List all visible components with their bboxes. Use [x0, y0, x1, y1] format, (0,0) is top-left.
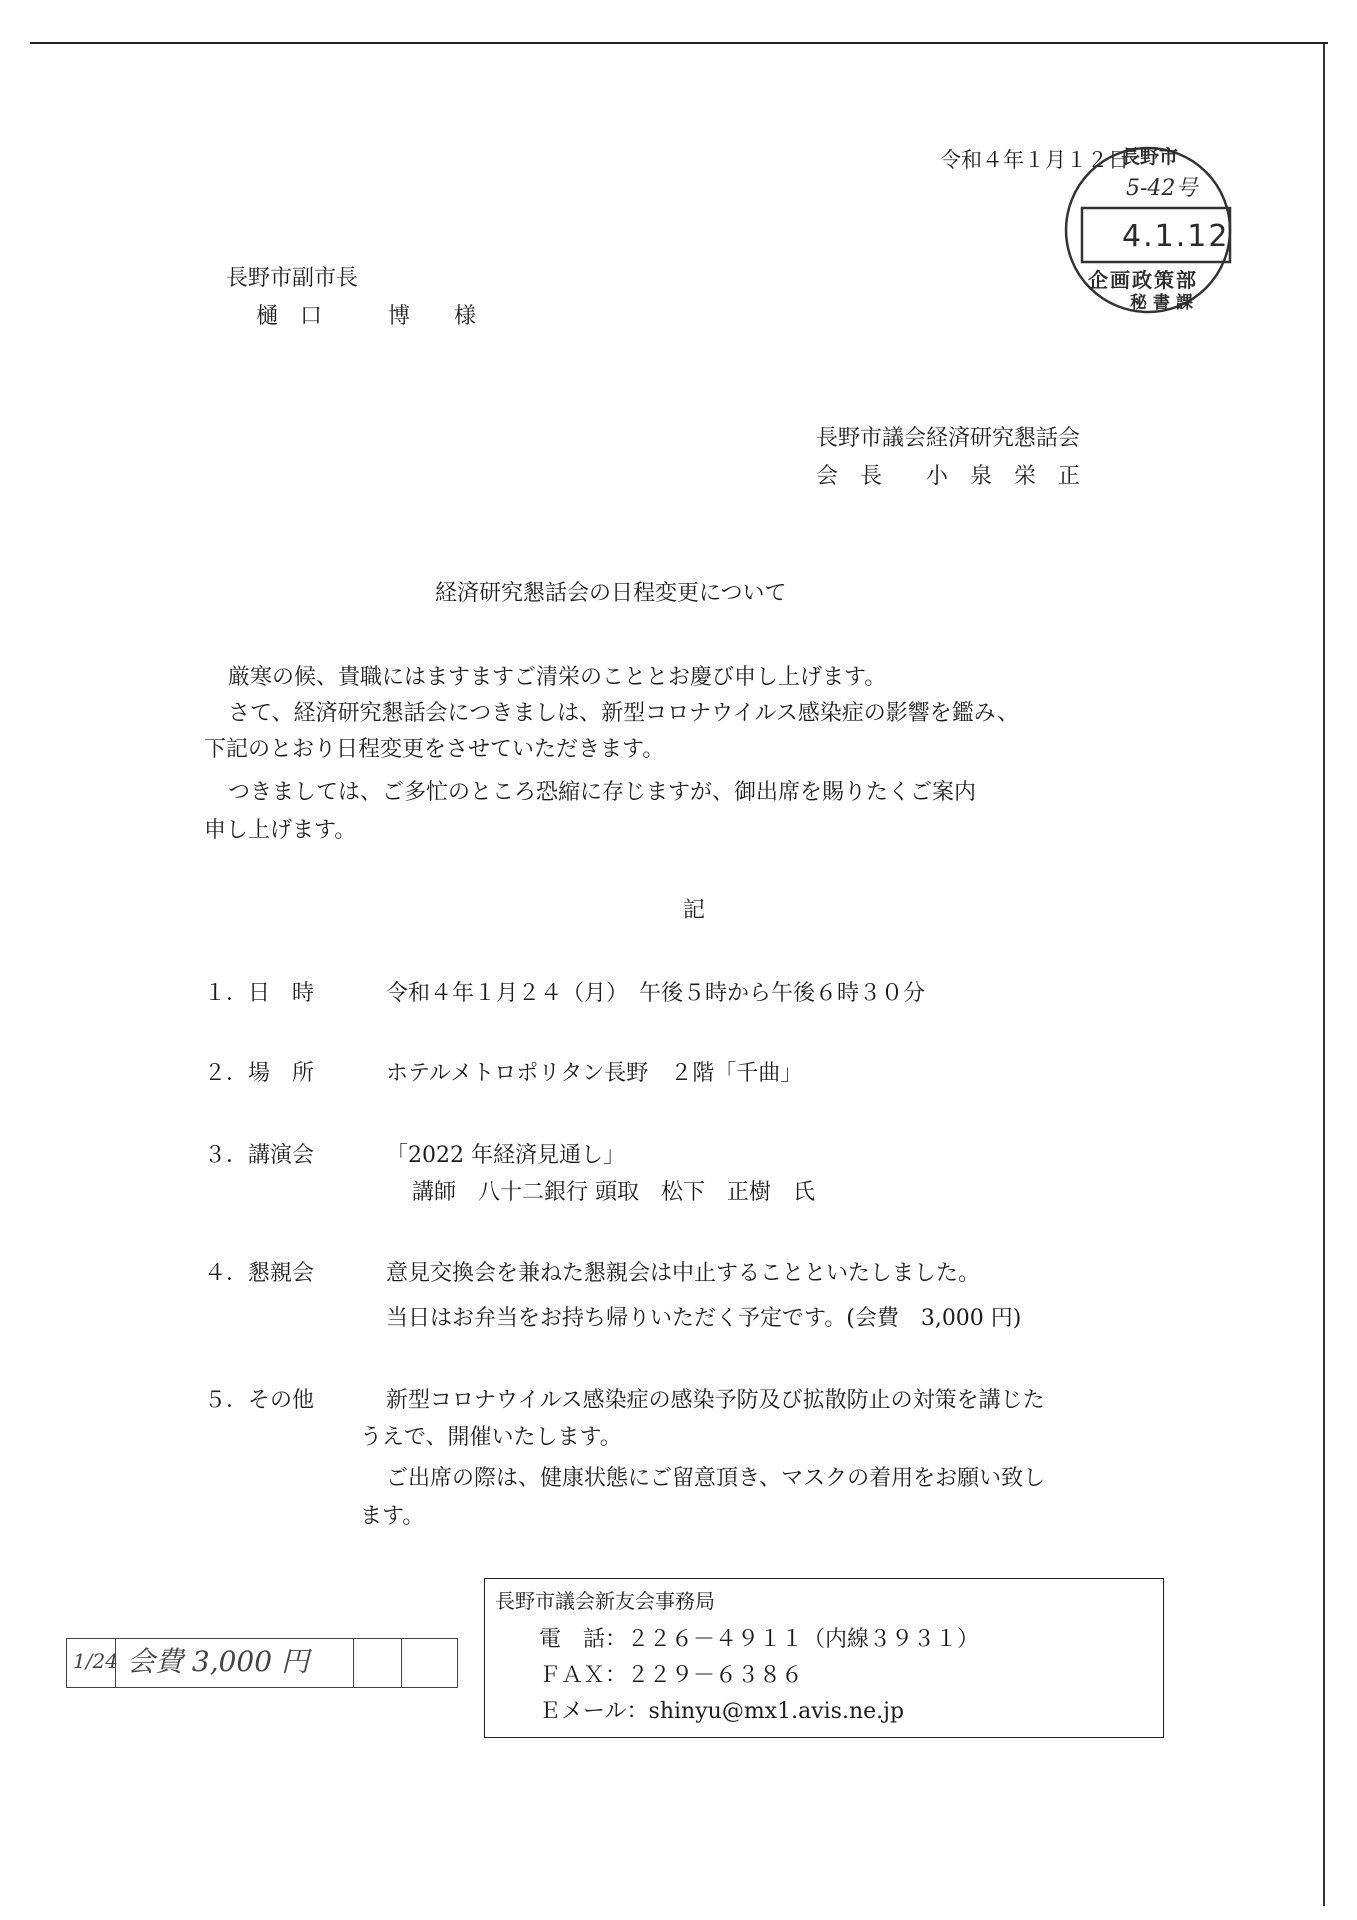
item-value: ます。	[360, 1504, 425, 1529]
stamp-department: 企画政策部	[1088, 268, 1198, 292]
document-date: 令和４年１月１２日	[940, 148, 1129, 172]
contact-phone: 電 話：２２６－４９１１（内線３９３１）	[539, 1627, 980, 1652]
item-value: 新型コロナウイルス感染症の感染予防及び拡散防止の対策を講じた	[386, 1388, 1045, 1413]
item-value: ご出席の際は、健康状態にご留意頂き、マスクの着用をお願い致し	[386, 1466, 1046, 1491]
contact-email: Ｅメール：shinyu@mx1.avis.ne.jp	[539, 1699, 905, 1724]
right-page-edge	[1323, 44, 1325, 1906]
fee-cell-divider	[401, 1639, 402, 1687]
item-value: 当日はお弁当をお持ち帰りいただく予定です。(会費 3,000 円)	[386, 1306, 1022, 1331]
stamp-number: 5-42号	[1126, 176, 1198, 201]
item-number: １．日 時	[204, 981, 315, 1006]
sender-organization: 長野市議会経済研究懇話会	[816, 426, 1081, 451]
recipient-name: 樋 口 博 様	[256, 304, 477, 329]
fee-amount: 会費 3,000 円	[127, 1645, 309, 1678]
body-line: 申し上げます。	[204, 818, 357, 843]
ki-heading: 記	[683, 898, 706, 923]
receipt-stamp	[1058, 140, 1238, 320]
fee-cell-divider	[353, 1639, 354, 1687]
item-value: うえで、開催いたします。	[360, 1425, 622, 1450]
item-number: ５．その他	[204, 1388, 315, 1413]
body-line: 厳寒の候、貴職にはますますご清栄のこととお慶び申し上げます。	[228, 665, 887, 690]
stamp-date: 4.1.12	[1122, 219, 1230, 254]
item-value: ホテルメトロポリタン長野 ２階「千曲」	[386, 1061, 803, 1086]
item-number: ３．講演会	[204, 1143, 315, 1168]
sender-name: 会 長 小 泉 栄 正	[816, 464, 1081, 489]
body-line: 下記のとおり日程変更をさせていただきます。	[204, 737, 665, 762]
stamp-section: 秘書課	[1130, 293, 1199, 313]
contact-box	[484, 1578, 1164, 1738]
body-line: さて、経済研究懇話会につきましは、新型コロナウイルス感染症の影響を鑑み、	[228, 701, 1020, 726]
recipient-title: 長野市副市長	[226, 266, 359, 291]
stamp-city: 長野市	[1121, 146, 1179, 168]
contact-office: 長野市議会新友会事務局	[495, 1589, 715, 1613]
fee-receipt-stamp	[66, 1638, 458, 1688]
contact-fax: ＦＡＸ：２２９－６３８６	[539, 1663, 804, 1688]
item-number: ２．場 所	[204, 1061, 315, 1086]
item-value: 令和４年１月２４（月） 午後５時から午後６時３０分	[386, 981, 926, 1006]
item-value: 意見交換会を兼ねた懇親会は中止することといたしました。	[386, 1261, 981, 1286]
item-number: ４．懇親会	[204, 1261, 315, 1286]
item-value: 講師 八十二銀行 頭取 松下 正樹 氏	[412, 1180, 815, 1205]
body-line: つきましては、ご多忙のところ恐縮に存じますが、御出席を賜りたくご案内	[228, 780, 977, 805]
subject-title: 経済研究懇話会の日程変更について	[435, 581, 787, 606]
item-value: 「2022 年経済見通し」	[386, 1143, 625, 1168]
top-page-edge	[30, 42, 1328, 44]
fee-date: 1/24	[73, 1649, 118, 1673]
